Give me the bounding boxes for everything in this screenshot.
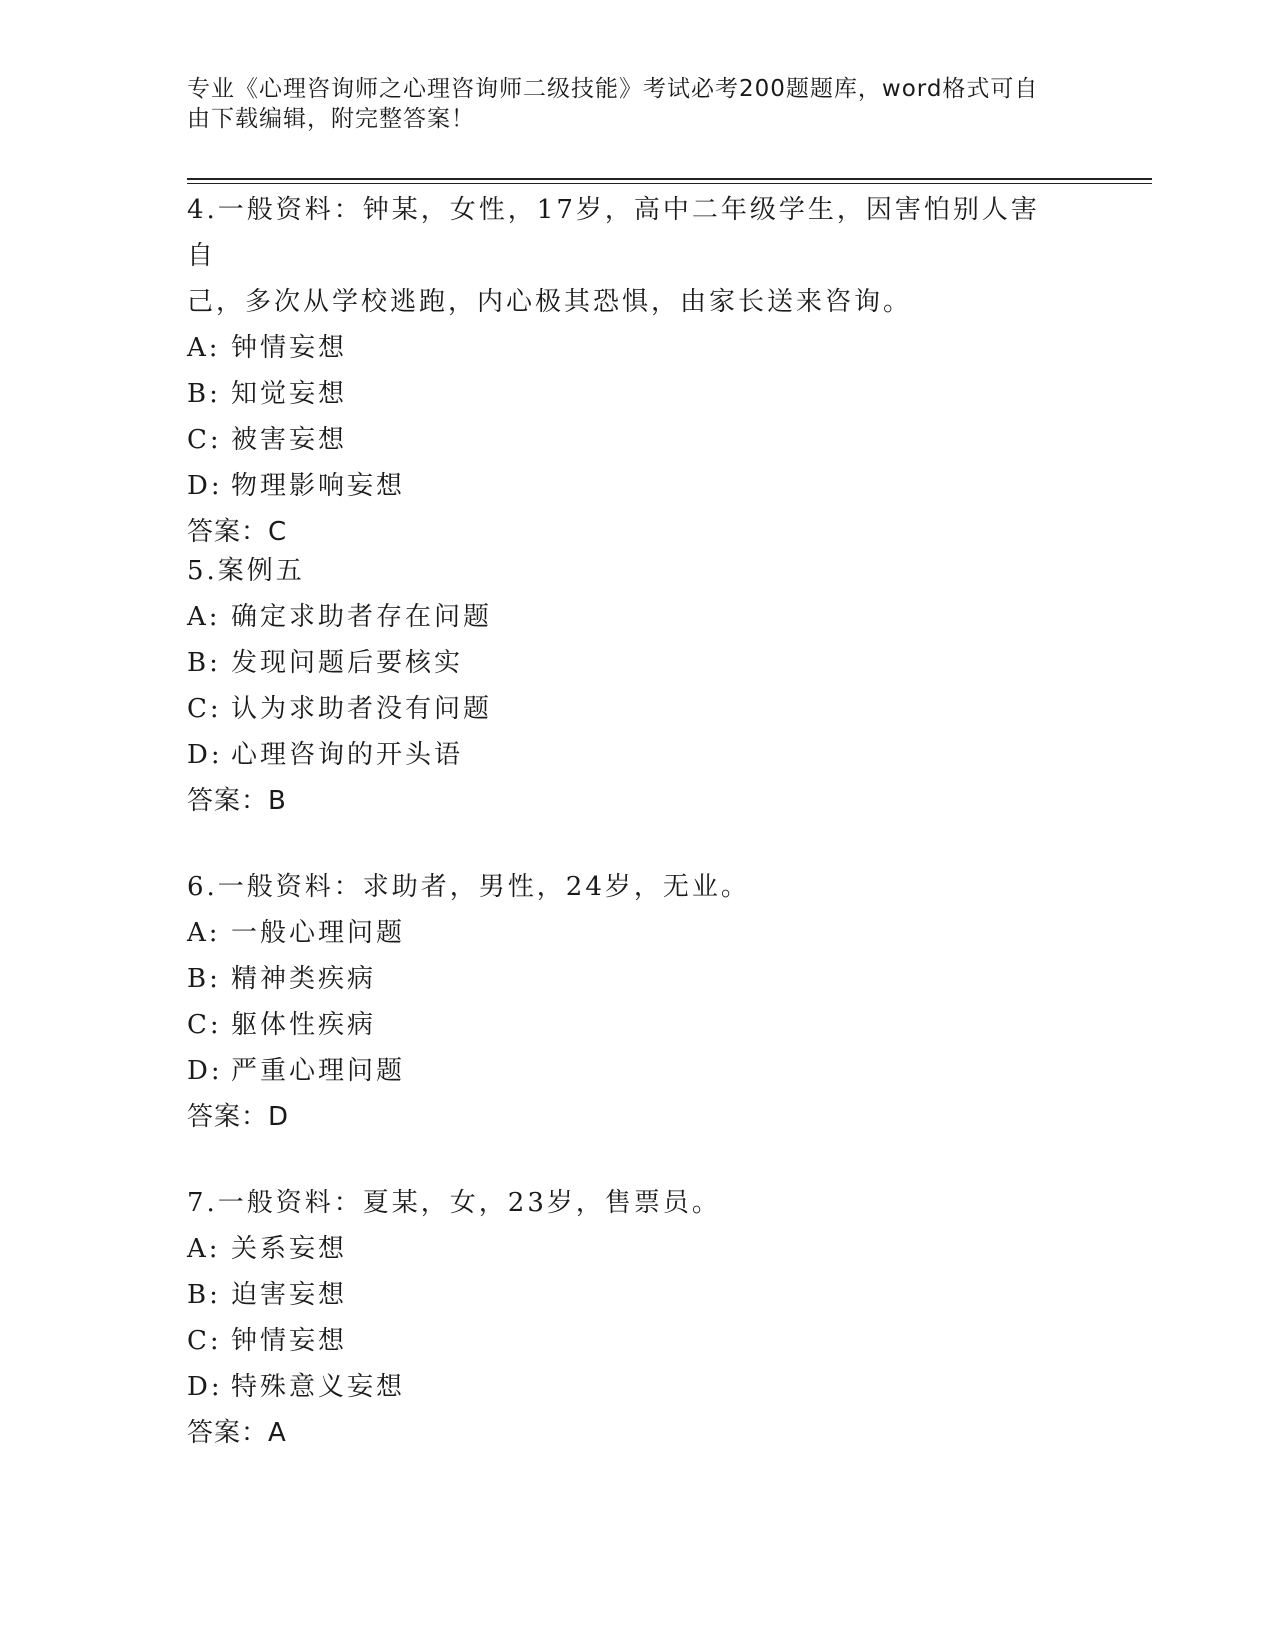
option-letter: A: <box>187 1234 221 1264</box>
answer-line: 答案：A <box>187 1418 287 1448</box>
option-d <box>187 1364 1067 1410</box>
option-letter: B: <box>187 964 221 994</box>
option-b <box>187 640 1067 686</box>
option-letter: C: <box>187 694 222 724</box>
option-text: 物理影响妄想 <box>231 471 406 501</box>
question-stem: 7.一般资料：夏某，女，23岁，售票员。 <box>187 1188 721 1218</box>
option-text: 躯体性疾病 <box>231 1010 377 1040</box>
option-d <box>187 1048 1067 1094</box>
document-header <box>187 74 1067 134</box>
option-letter: C: <box>187 425 222 455</box>
option-text: 关系妄想 <box>231 1234 348 1264</box>
option-letter: D: <box>187 471 223 501</box>
answer-line: 答案：B <box>187 786 287 816</box>
header-line-1: 专业《心理咨询师之心理咨询师二级技能》考试必考200题题库，word格式可自 <box>187 76 1039 102</box>
question-stem: 4.一般资料：钟某，女性，17岁，高中二年级学生，因害怕别人害自 <box>187 195 1040 271</box>
option-d <box>187 732 1067 778</box>
question-5 <box>187 548 1067 824</box>
option-text: 确定求助者存在问题 <box>231 602 493 632</box>
answer-line: 答案：C <box>187 517 288 547</box>
option-text: 心理咨询的开头语 <box>231 740 464 770</box>
option-text: 特殊意义妄想 <box>231 1372 406 1402</box>
option-a <box>187 910 1067 956</box>
option-letter: B: <box>187 648 221 678</box>
question-stem-cont: 己，多次从学校逃跑，内心极其恐惧，由家长送来咨询。 <box>187 287 913 317</box>
option-text: 一般心理问题 <box>231 918 406 948</box>
question-4 <box>187 187 1067 555</box>
option-letter: B: <box>187 1280 221 1310</box>
option-c <box>187 417 1067 463</box>
option-text: 严重心理问题 <box>231 1056 406 1086</box>
option-c <box>187 1002 1067 1048</box>
option-c <box>187 1318 1067 1364</box>
option-b <box>187 1272 1067 1318</box>
header-divider <box>187 178 1152 184</box>
question-7 <box>187 1180 1067 1456</box>
option-a <box>187 594 1067 640</box>
option-text: 认为求助者没有问题 <box>231 694 493 724</box>
option-b <box>187 371 1067 417</box>
option-letter: C: <box>187 1010 222 1040</box>
option-text: 精神类疾病 <box>231 964 377 994</box>
question-6 <box>187 864 1067 1140</box>
option-c <box>187 686 1067 732</box>
option-letter: A: <box>187 918 221 948</box>
option-text: 钟情妄想 <box>231 333 348 363</box>
option-text: 知觉妄想 <box>231 379 348 409</box>
question-stem: 6.一般资料：求助者，男性，24岁，无业。 <box>187 872 750 902</box>
option-text: 发现问题后要核实 <box>231 648 464 678</box>
answer-line: 答案：D <box>187 1102 290 1132</box>
option-letter: A: <box>187 602 221 632</box>
option-letter: D: <box>187 740 223 770</box>
option-letter: D: <box>187 1056 223 1086</box>
option-text: 钟情妄想 <box>231 1326 348 1356</box>
header-line-2: 由下载编辑，附完整答案！ <box>187 106 475 132</box>
option-letter: D: <box>187 1372 223 1402</box>
option-letter: A: <box>187 333 221 363</box>
option-letter: C: <box>187 1326 222 1356</box>
option-a <box>187 325 1067 371</box>
option-a <box>187 1226 1067 1272</box>
option-d <box>187 463 1067 509</box>
question-stem: 5.案例五 <box>187 556 305 586</box>
option-text: 被害妄想 <box>231 425 348 455</box>
option-text: 迫害妄想 <box>231 1280 348 1310</box>
option-letter: B: <box>187 379 221 409</box>
option-b <box>187 956 1067 1002</box>
